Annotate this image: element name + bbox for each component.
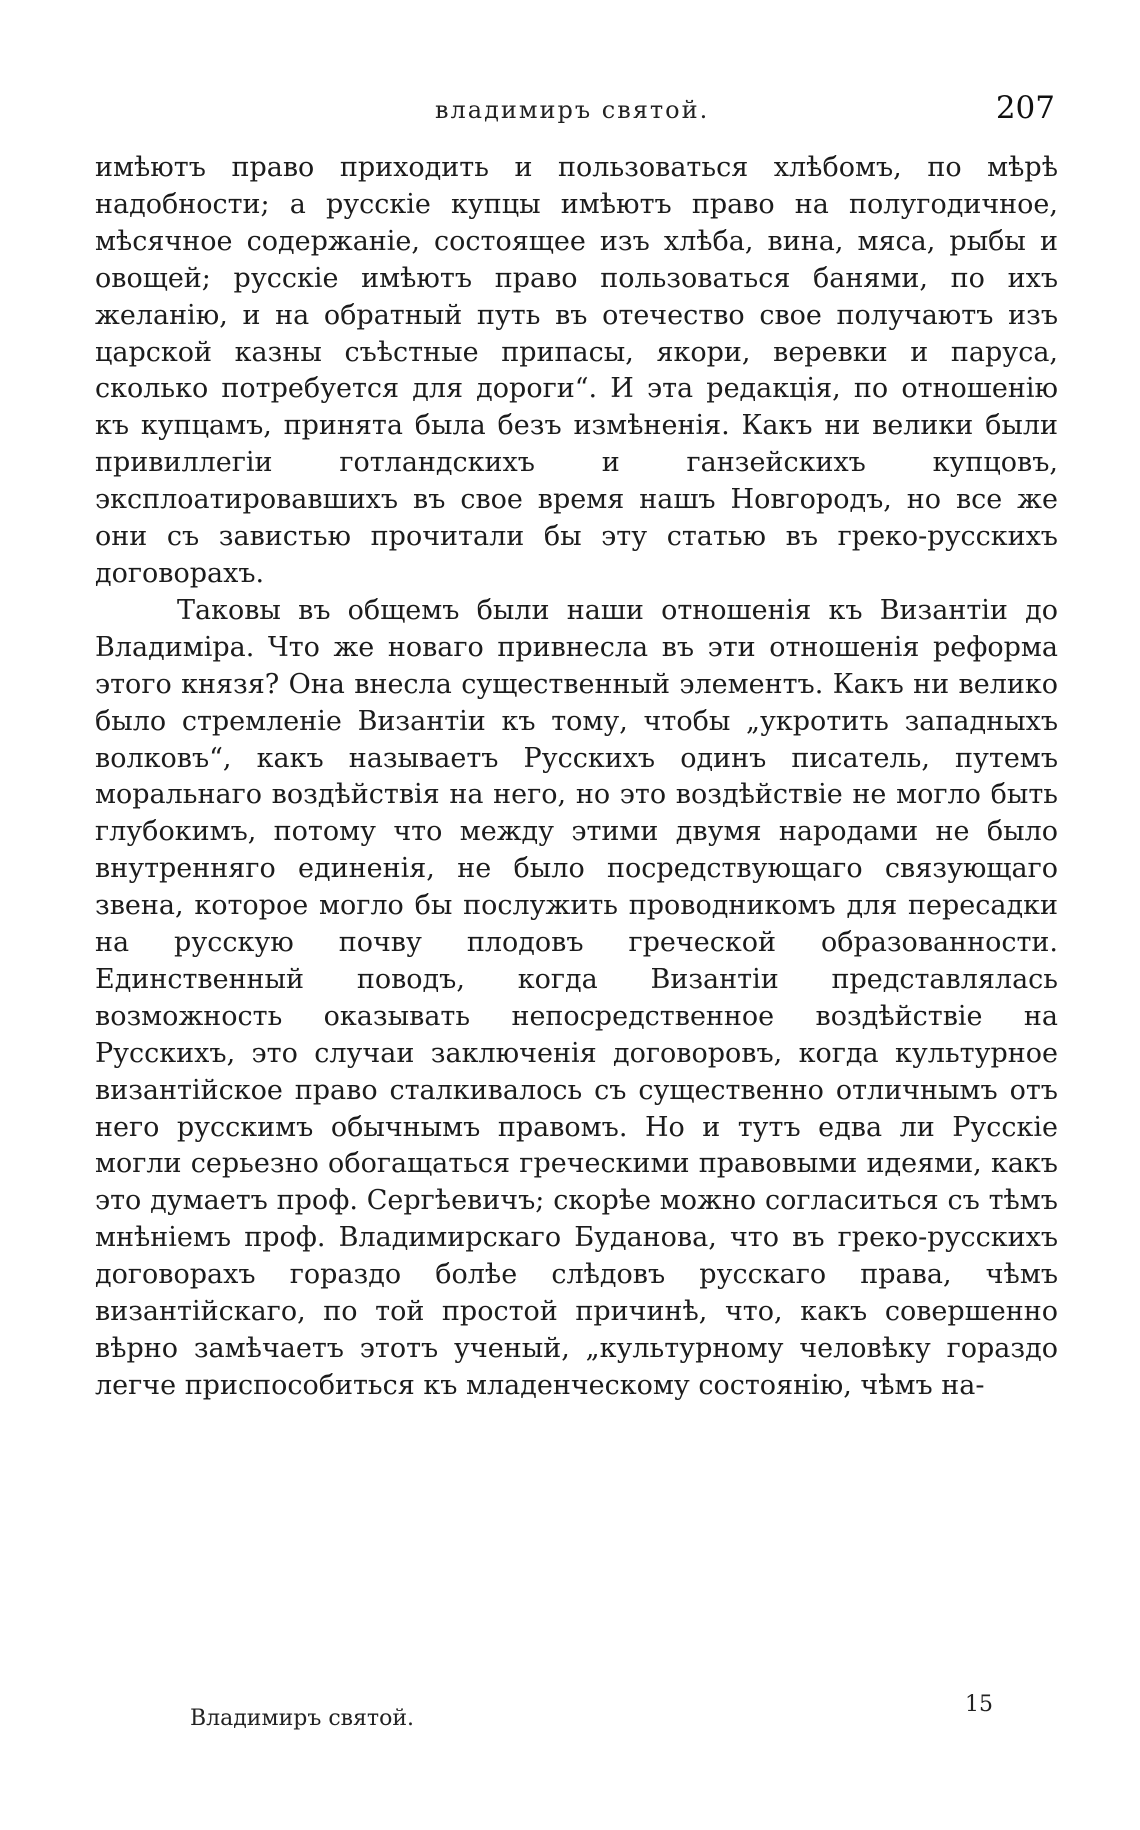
page-number: 207: [995, 90, 1055, 126]
paragraph-1: имѣютъ право приходить и пользоваться хлѣбомъ, по мѣрѣ надобности; а русскіе купцы имѣютъ право на полугодичное, мѣсячное содержаніе, состоящее изъ хлѣба, вина, мяса, рыбы и овощей; русскіе имѣютъ право пользоваться банями, по ихъ желанію, и на обратный путь въ отечество свое получаютъ изъ царской казны съѣстные припасы, якори, веревки и паруса, сколько потребуется для дороги“. И эта редакція, по отношенію къ купцамъ, принята была безъ измѣненія. Какъ ни велики были привиллегіи готландскихъ и ганзейскихъ купцовъ, эксплоатировавшихъ въ свое время нашъ Новгородъ, но все же они съ завистью прочитали бы эту статью въ греко-русскихъ договорахъ.: [95, 152, 1058, 589]
running-head: [95, 90, 1055, 130]
body-text: [95, 150, 1058, 1405]
footer-signature: Владимиръ святой.: [190, 1706, 414, 1731]
paragraph-2: Таковы въ общемъ были наши отношенія къ Византіи до Владиміра. Что же новаго привнесла въ эти отношенія реформа этого князя? Она внесла существенный элементъ. Какъ ни велико было стремленіе Византіи къ тому, чтобы „укротить западныхъ волковъ“, какъ называетъ Русскихъ одинъ писатель, путемъ моральнаго воздѣйствія на него, но это воздѣйствіе не могло быть глубокимъ, потому что между этими двумя народами не было внутренняго единенія, не было посредствующаго связующаго звена, которое могло бы послужить проводникомъ для пересадки на русскую почву плодовъ греческой образованности. Единственный поводъ, когда Византіи представлялась возможность оказывать непосредственное воздѣйствіе на Русскихъ, это случаи заключенія договоровъ, когда культурное византійское право сталкивалось съ существенно отличнымъ отъ него русскимъ обычнымъ правомъ. Но и тутъ едва ли Русскіе могли серьезно обогащаться греческими правовыми идеями, какъ это думаетъ проф. Сергѣевичъ; скорѣе можно согласиться съ тѣмъ мнѣніемъ проф. Владимирскаго Буданова, что въ греко-русскихъ договорахъ гораздо болѣе слѣдовъ русскаго права, чѣмъ византійскаго, по той простой причинѣ, что, какъ совершенно вѣрно замѣчаетъ этотъ ученый, „культурному человѣку гораздо легче приспособиться къ младенческому состоянію, чѣмъ на-: [95, 594, 1058, 1401]
running-title: владимиръ святой.: [435, 96, 710, 124]
sheet-number: 15: [965, 1692, 993, 1717]
page-footer: [95, 1692, 1055, 1746]
